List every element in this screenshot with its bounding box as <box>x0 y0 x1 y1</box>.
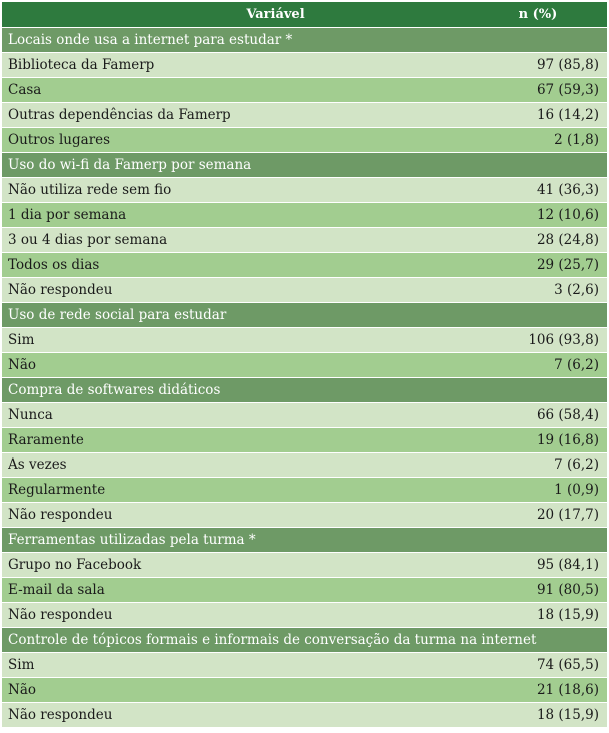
table-row <box>2 53 607 77</box>
row-value: 66 (58,4) <box>536 407 599 423</box>
row-label: Não respondeu <box>8 507 113 523</box>
row-value: 91 (80,5) <box>536 582 599 598</box>
table-header-row <box>2 2 607 27</box>
row-value: 97 (85,8) <box>536 57 599 73</box>
row-value: 74 (65,5) <box>536 657 599 673</box>
row-label: Não respondeu <box>8 707 113 723</box>
table-row <box>2 478 607 502</box>
section-header-row <box>2 628 607 652</box>
table-body <box>2 28 607 727</box>
row-label: Outros lugares <box>8 132 111 148</box>
row-value: 18 (15,9) <box>536 707 599 723</box>
section-title: Uso do wi-fi da Famerp por semana <box>8 157 252 173</box>
table-row <box>2 453 607 477</box>
row-label: 1 dia por semana <box>8 207 127 223</box>
table-row <box>2 203 607 227</box>
table-row <box>2 653 607 677</box>
row-label: Não <box>8 682 36 698</box>
row-label: Outras dependências da Famerp <box>8 107 231 123</box>
row-label: Sim <box>8 657 35 673</box>
row-label: Biblioteca da Famerp <box>8 57 155 73</box>
table-row <box>2 703 607 727</box>
row-label: Às vezes <box>8 457 67 473</box>
row-value: 7 (6,2) <box>554 357 599 373</box>
row-label: Não utiliza rede sem fio <box>8 182 172 198</box>
row-value: 20 (17,7) <box>536 507 599 523</box>
table-row <box>2 253 607 277</box>
table-row <box>2 603 607 627</box>
row-label: Raramente <box>8 432 84 448</box>
data-table <box>2 2 607 728</box>
table-row <box>2 353 607 377</box>
table-row <box>2 78 607 102</box>
section-title: Ferramentas utilizadas pela turma * <box>8 532 256 548</box>
table-row <box>2 403 607 427</box>
row-value: 106 (93,8) <box>528 332 599 348</box>
section-header-row <box>2 153 607 177</box>
table-row <box>2 178 607 202</box>
row-value: 7 (6,2) <box>554 457 599 473</box>
table-row <box>2 678 607 702</box>
section-header-row <box>2 28 607 52</box>
row-label: Não respondeu <box>8 282 113 298</box>
section-header-row <box>2 303 607 327</box>
row-value: 21 (18,6) <box>536 682 599 698</box>
row-label: Sim <box>8 332 35 348</box>
row-label: Casa <box>8 82 42 98</box>
row-value: 1 (0,9) <box>554 482 599 498</box>
row-value: 19 (16,8) <box>536 432 599 448</box>
table-row <box>2 503 607 527</box>
table-row <box>2 578 607 602</box>
section-header-row <box>2 378 607 402</box>
row-label: 3 ou 4 dias por semana <box>8 232 168 248</box>
row-label: Todos os dias <box>8 257 100 273</box>
row-value: 28 (24,8) <box>536 232 599 248</box>
row-value: 16 (14,2) <box>536 107 599 123</box>
table-row <box>2 328 607 352</box>
table-row <box>2 128 607 152</box>
row-value: 95 (84,1) <box>536 557 599 573</box>
row-value: 41 (36,3) <box>536 182 599 198</box>
row-value: 12 (10,6) <box>536 207 599 223</box>
row-label: Nunca <box>8 407 53 423</box>
row-label: Não respondeu <box>8 607 113 623</box>
table-row <box>2 278 607 302</box>
header-variable: Variável <box>246 7 305 22</box>
row-label: E-mail da sala <box>8 582 105 598</box>
section-title: Uso de rede social para estudar <box>8 307 227 323</box>
row-value: 29 (25,7) <box>536 257 599 273</box>
table-row <box>2 553 607 577</box>
section-header-row <box>2 528 607 552</box>
row-value: 3 (2,6) <box>554 282 599 298</box>
section-title: Locais onde usa a internet para estudar * <box>8 32 293 48</box>
table-row <box>2 428 607 452</box>
row-value: 67 (59,3) <box>536 82 599 98</box>
section-title: Compra de softwares didáticos <box>8 382 221 398</box>
section-title: Controle de tópicos formais e informais de conversação da turma na internet <box>8 632 537 648</box>
row-label: Regularmente <box>8 482 106 498</box>
row-label: Grupo no Facebook <box>8 557 142 573</box>
table-row <box>2 228 607 252</box>
table-row <box>2 103 607 127</box>
row-value: 2 (1,8) <box>554 132 599 148</box>
header-n-percent: n (%) <box>518 7 558 22</box>
row-label: Não <box>8 357 36 373</box>
row-value: 18 (15,9) <box>536 607 599 623</box>
